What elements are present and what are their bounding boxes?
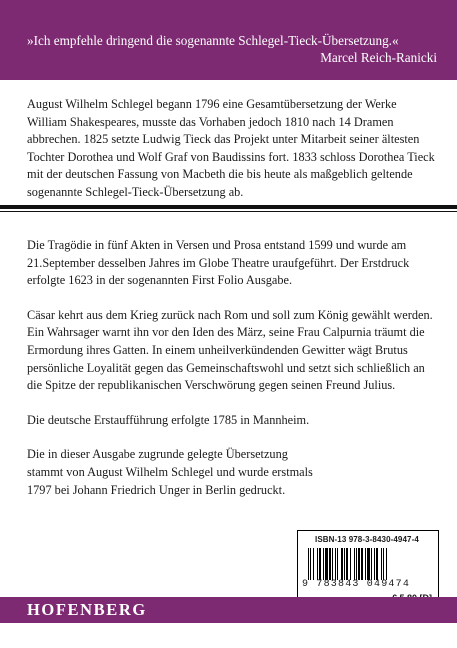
description-paragraph-3: Die deutsche Erstaufführung erfolgte 1785 in Mannheim.	[27, 412, 310, 427]
description-section	[27, 237, 439, 516]
quote-author: Marcel Reich-Ranicki	[320, 50, 437, 65]
divider-thick	[0, 205, 457, 209]
description-paragraph-2: Cäsar kehrt aus dem Krieg zurück nach Rom und soll zum König gewählt werden. Ein Wahrsager warnt ihn vor den Iden des März, seine Frau Calpurnia träumt die Ermordung ihres Gatten. In einem unheilverkündenden Gewitter wägt Brutus persönliche Loyalität gegen das Gemeinschaftswohl und setzt sich schließlich an die Spitze der republikanischen Verschwörung gegen seinen Freund Julius.	[27, 307, 433, 393]
description-paragraph-4: Die in dieser Ausgabe zugrunde gelegte Übersetzung stammt von August Wilhelm Schlegel und wurde erstmals 1797 bei Johann Friedrich Unger in Berlin gedruckt.	[27, 447, 313, 497]
publisher-name: HOFENBERG	[27, 600, 147, 619]
intro-section	[27, 96, 439, 202]
quote-band	[0, 0, 457, 80]
ean-digits: 9 783843 049474	[302, 579, 411, 590]
quote-text: »Ich empfehle dringend die sogenannte Schlegel-Tieck-Übersetzung.«	[27, 33, 399, 48]
intro-paragraph: August Wilhelm Schlegel begann 1796 eine Gesamtübersetzung der Werke William Shakespeares, musste das Vorhaben jedoch 1810 nach 14 Dramen abbrechen. 1825 setzte Ludwig Tieck das Projekt unter Mitarbeit seiner ältesten Tochter Dorothea und Wolf Graf von Baudissins fort. 1833 schloss Dorothea Tieck mit der deutschen Fassung von Macbeth die bis heute als maßgeblich geltende sogenannte Schlegel-Tieck-Übersetzung ab.	[27, 97, 435, 199]
description-paragraph-1: Die Tragödie in fünf Akten in Versen und Prosa entstand 1599 und wurde am 21.September desselben Jahres im Globe Theatre uraufgeführt. Der Erstdruck erfolgte 1623 in der sogenannten First Folio Ausgabe.	[27, 238, 410, 288]
divider-thin	[0, 211, 457, 212]
isbn-label: ISBN-13 978-3-8430-4947-4	[315, 535, 419, 544]
publisher-band	[0, 597, 457, 623]
